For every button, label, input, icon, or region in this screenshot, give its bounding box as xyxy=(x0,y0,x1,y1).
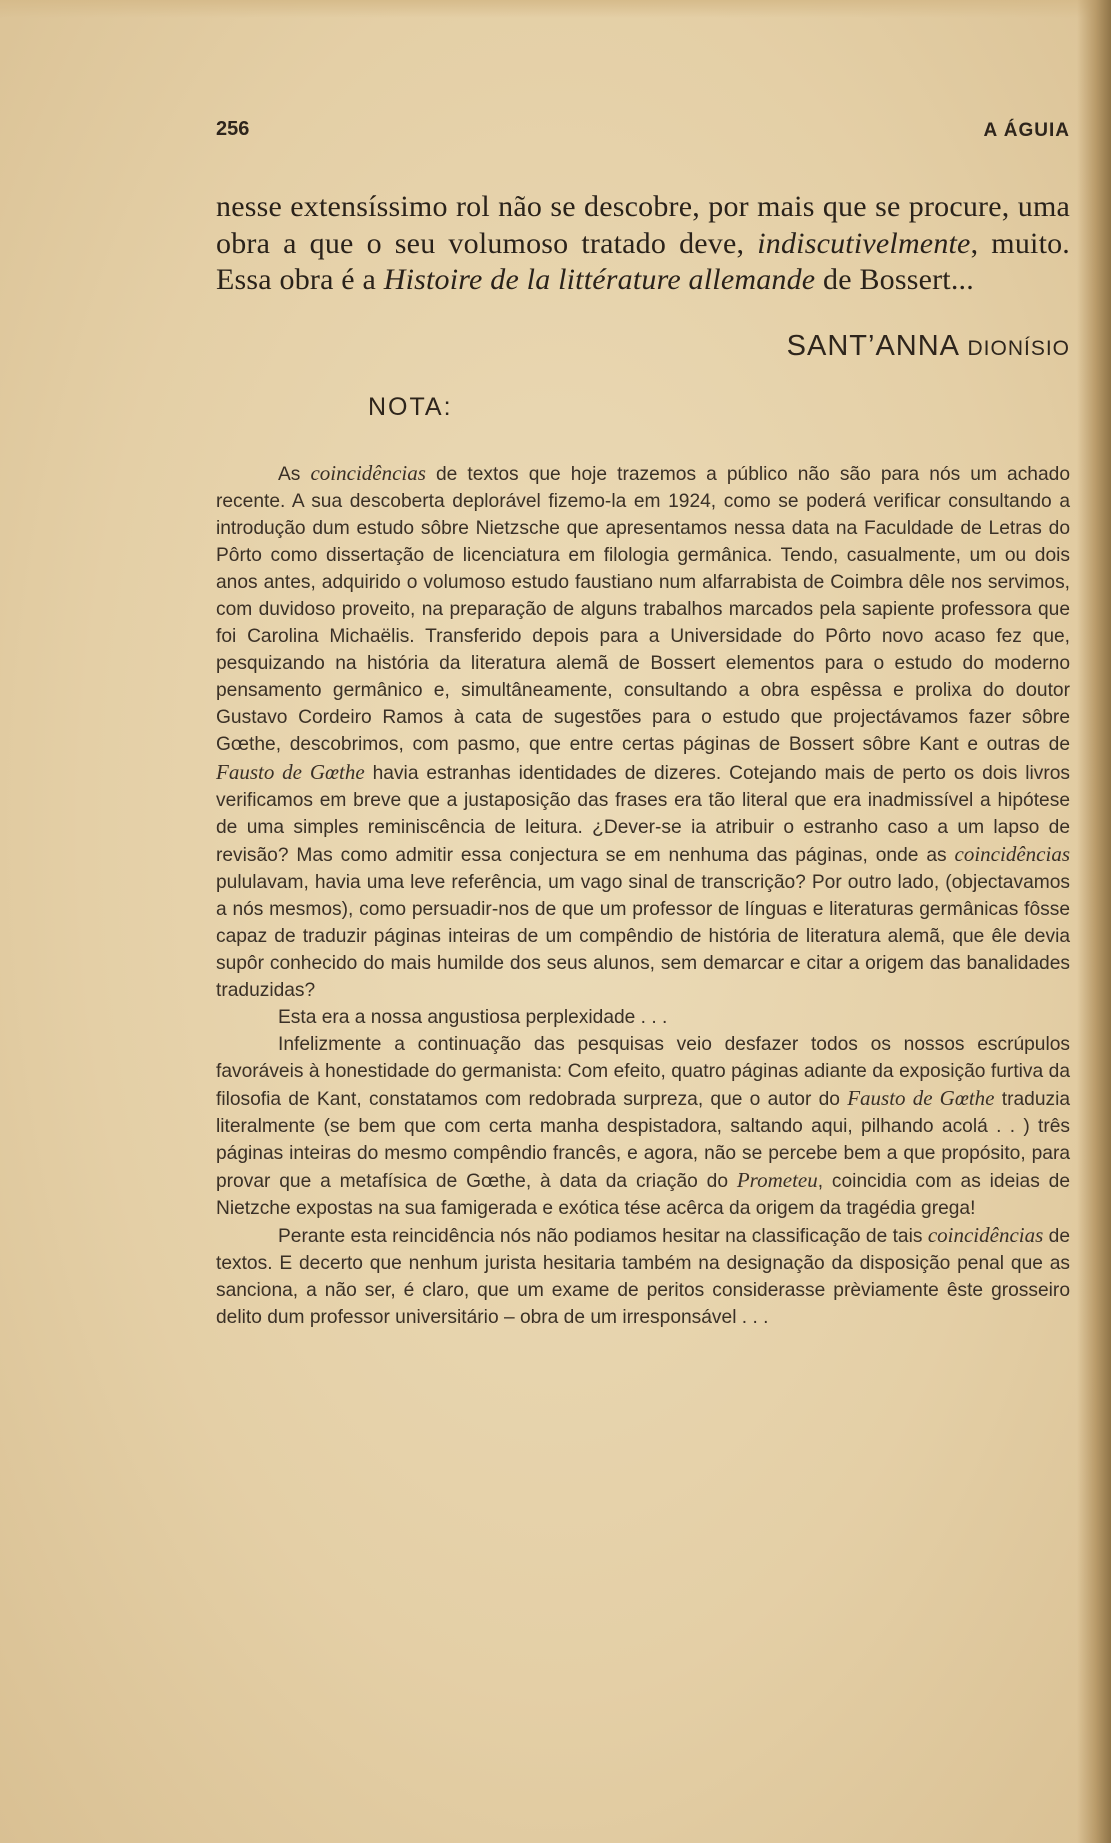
note-body xyxy=(216,460,1070,1332)
note-text: traduzia literalmente (se bem que com certa manha despistadora, saltando aqui, pilhando acolá . . ) três páginas inteiras do mesmo compêndio francês, e agora, não se percebe bem a que propósito, para provar que a metafísica de Gœthe, à data da criação do xyxy=(216,1089,1071,1193)
note-paragraph xyxy=(216,1031,1070,1222)
note-text: havia estranhas identidades de dizeres. Cotejando mais de perto os dois livros verificamos em breve que a justaposição das frases era tão literal que era inadmissível a hipótese de uma simples reminiscência de leitura. ¿Dever-se ia atribuir o estranho caso a um lapso de revisão? Mas como admitir essa conjectura se em nenhuma das páginas, onde as xyxy=(216,762,1070,866)
note-emphasis: coincidências xyxy=(927,1223,1044,1248)
signature-small-caps: DIONÍSIO xyxy=(967,337,1070,360)
note-text: de textos que hoje trazemos a público não são para nós um achado recente. A sua descoberta deplorável fizemo-la em 1924, como se poderá verificar consultando a introdução dum estudo sôbre Nietzsche que apresentamos nessa data na Faculdade de Letras do Pôrto como dissertação de licenciatura em filologia germânica. Tendo, casualmente, um ou dois anos antes, adquirido o volumoso estudo faustiano num alfarrabista de Coimbra dêle nos servimos, com duvidoso proveito, na preparação de alguns trabalhos marcados pela sapiente professora que foi Carolina Michaëlis. Transferido depois para a Universidade do Pôrto novo acaso fez que, pesquizando na história da literatura alemã de Bossert elementos para o estudo do moderno pensamento germânico e, simultâneamente, consultando a obra espêssa e prolixa do doutor Gustavo Cordeiro Ramos à cata de sugestões para o estudo que projectávamos fazer sôbre Gœthe, descobrimos, com pasmo, que entre certas páginas de Bossert sôbre Kant e outras de xyxy=(216,464,1070,756)
note-emphasis: Fausto de Gœthe xyxy=(216,759,365,784)
author-signature xyxy=(787,330,1070,363)
intro-text: de Bossert... xyxy=(815,263,974,296)
page-header xyxy=(216,118,1070,148)
note-text: , coincidia com as ideias de Nietzche expostas na sua famigerada e exótica tése acêrca da origem da tragédia grega! xyxy=(216,1171,1070,1220)
note-paragraph xyxy=(216,460,1070,1004)
note-text: Perante esta reincidência nós não podiamos hesitar na classificação de tais xyxy=(278,1226,928,1248)
note-heading: NOTA: xyxy=(368,393,453,421)
article-closing-paragraph xyxy=(216,189,1070,299)
intro-text: nesse extensíssimo rol não se descobre, por mais que se procure, uma obra a que o seu volumoso tratado deve, xyxy=(216,190,1070,260)
page-top-shadow xyxy=(0,0,1111,18)
intro-emphasis: indiscutivelmente xyxy=(757,226,971,260)
page-edge-shadow xyxy=(1077,0,1111,1843)
note-paragraph xyxy=(216,1222,1070,1331)
note-paragraph xyxy=(216,1004,1070,1031)
note-emphasis: coincidências xyxy=(310,461,426,485)
book-title: Histoire de la littérature allemande xyxy=(383,263,816,296)
note-emphasis: Fausto de Gœthe xyxy=(847,1086,995,1111)
signature-main: SANT’ANNA xyxy=(786,330,959,362)
running-head: A ÁGUIA xyxy=(983,120,1070,141)
page-number: 256 xyxy=(216,118,250,140)
note-text: de textos. E decerto que nenhum jurista hesitaria também na designação da disposição penal que as sanciona, a não ser, é claro, que um exame de peritos considerasse prèviamente êste grosseiro delito dum professor universitário – obra de um irresponsável . . . xyxy=(216,1226,1070,1329)
note-text: As xyxy=(278,464,311,485)
note-text: Infelizmente a continuação das pesquisas veio desfazer todos os nossos escrúpulos favoráveis à honestidade do germanista: Com efeito, quatro páginas adiante da exposição furtiva da filosofia de Kant, constatamos com redobrada surpreza, que o autor do xyxy=(216,1033,1070,1111)
note-text: Esta era a nossa angustiosa perplexidade . . . xyxy=(278,1006,668,1028)
note-emphasis: Prometeu xyxy=(736,1168,818,1193)
intro-text: , muito. Essa obra é a xyxy=(216,226,1071,296)
note-text: pululavam, havia uma leve referência, um vago sinal de transcrição? Por outro lado, (objectavamos a nós mesmos), como persuadir-nos de que um professor de línguas e literaturas germânicas fôsse capaz de traduzir páginas inteiras de um compêndio de história de literatura alemã, que êle devia supôr conhecido do mais humilde dos seus alunos, sem demarcar e citar a origem das banalidades traduzidas? xyxy=(216,871,1070,1001)
note-emphasis: coincidências xyxy=(954,841,1070,866)
